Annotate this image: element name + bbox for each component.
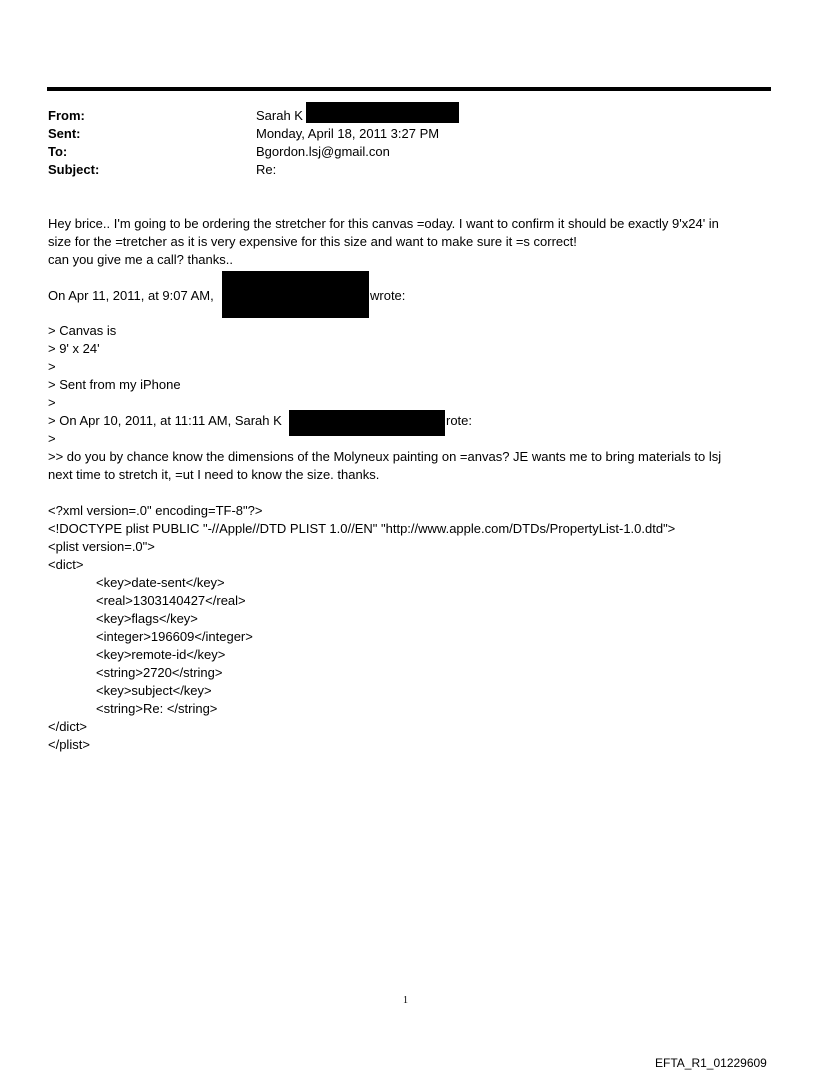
sent-value: Monday, April 18, 2011 3:27 PM: [256, 126, 440, 141]
xml-line: <integer>196609</integer>: [96, 629, 253, 644]
xml-line: <real>1303140427</real>: [96, 593, 246, 608]
xml-line: <!DOCTYPE plist PUBLIC "-//Apple//DTD PLIST 1.0//EN" "http://www.apple.com/DTDs/PropertyList-1.0.dtd">: [48, 521, 676, 536]
to-value: Bgordon.lsj@gmail.con: [256, 144, 390, 159]
body-line: Hey brice.. I'm going to be ordering the stretcher for this canvas =oday. I want to confirm it should be exactly 9'x24' in: [48, 216, 719, 231]
subject-value: Re:: [256, 162, 277, 177]
xml-line: <key>subject</key>: [96, 683, 212, 698]
quoted-line: >: [48, 359, 56, 374]
xml-line: <key>date-sent</key>: [96, 575, 225, 590]
quoted-line-intro-start: > On Apr 10, 2011, at 11:11 AM, Sarah K: [48, 413, 282, 428]
page-number: 1: [403, 995, 408, 1006]
xml-line: <key>flags</key>: [96, 611, 198, 626]
xml-line: </dict>: [48, 719, 88, 734]
quote-intro-start: On Apr 11, 2011, at 9:07 AM,: [48, 288, 214, 303]
quoted-line: > 9' x 24': [48, 341, 100, 356]
xml-line: <key>remote-id</key>: [96, 647, 226, 662]
quote-intro-end: wrote:: [370, 288, 406, 303]
document-id: EFTA_R1_01229609: [655, 1056, 767, 1070]
sent-label: Sent:: [48, 126, 81, 141]
xml-line: <string>Re: </string>: [96, 701, 218, 716]
xml-line: <dict>: [48, 557, 84, 572]
quoted-line: > Canvas is: [48, 323, 117, 338]
quoted-line: > Sent from my iPhone: [48, 377, 181, 392]
body-line: size for the =tretcher as it is very expensive for this size and want to make sure it =s correct!: [48, 234, 577, 249]
subject-label: Subject:: [48, 162, 100, 177]
xml-line: <plist version=.0">: [48, 539, 155, 554]
redaction-sarah: [289, 410, 445, 436]
quoted-line-intro-end: rote:: [446, 413, 473, 428]
redaction-sender: [222, 271, 369, 318]
header-rule: [47, 87, 771, 91]
xml-line: <string>2720</string>: [96, 665, 223, 680]
to-label: To:: [48, 144, 68, 159]
from-value: Sarah K: [256, 108, 303, 123]
quoted-line: >> do you by chance know the dimensions of the Molyneux painting on =anvas? JE wants me to bring materials to lsj: [48, 449, 722, 464]
redaction-from: [306, 102, 459, 123]
xml-line: </plist>: [48, 737, 90, 752]
quoted-line: >: [48, 395, 56, 410]
quoted-line: >: [48, 431, 56, 446]
from-label: From:: [48, 108, 85, 123]
xml-line: <?xml version=.0" encoding=TF-8"?>: [48, 503, 263, 518]
body-line: can you give me a call? thanks..: [48, 252, 233, 267]
quoted-line: next time to stretch it, =ut I need to know the size. thanks.: [48, 467, 380, 482]
